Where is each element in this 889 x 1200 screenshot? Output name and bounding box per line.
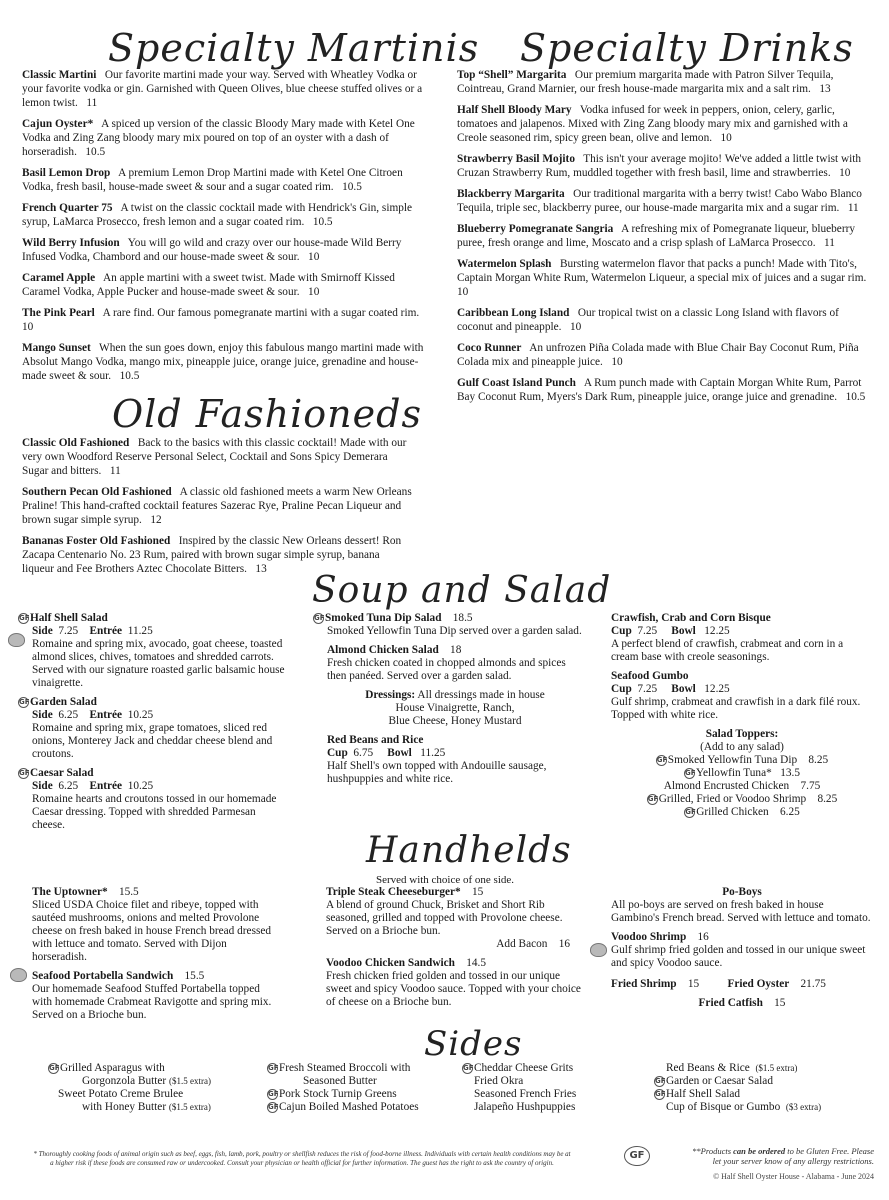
poboys bbox=[611, 886, 873, 1010]
cup-price: 7.25 bbox=[637, 683, 658, 695]
sides-col-2 bbox=[267, 1062, 467, 1114]
item-price: 13 bbox=[819, 83, 831, 95]
bowl-label: Bowl bbox=[387, 747, 412, 759]
side-item: Garden or Caesar Salad bbox=[666, 1075, 773, 1087]
side-label: Side bbox=[32, 780, 53, 792]
drinks-list bbox=[457, 68, 875, 411]
item-name: Southern Pecan Old Fashioned bbox=[22, 486, 172, 498]
drink-item bbox=[457, 341, 875, 369]
gf-icon: GF bbox=[656, 756, 668, 764]
item-price: 10 bbox=[611, 356, 623, 368]
item-desc: A perfect blend of crawfish, crabmeat and corn in a cream base with creole seasonings. bbox=[611, 638, 844, 663]
gf-icon: GF bbox=[49, 1064, 60, 1072]
item-price: 10 bbox=[457, 286, 469, 298]
martinis-title: Specialty Martinis bbox=[108, 26, 480, 70]
item-price: 10.5 bbox=[85, 146, 106, 158]
drink-item bbox=[457, 103, 875, 145]
item-desc: Fresh chicken coated in chopped almonds and spices then panéed. Served over a garden salad. bbox=[327, 657, 566, 682]
item-price: 11 bbox=[847, 202, 859, 214]
salad-item bbox=[18, 612, 288, 690]
entree-price: 11.25 bbox=[127, 625, 153, 637]
item-name: The Uptowner* bbox=[32, 886, 108, 898]
side-price: 6.25 bbox=[58, 709, 79, 721]
gf-icon: GF bbox=[19, 614, 30, 622]
item-desc: Romaine and spring mix, grape tomatoes, sliced red onions, Monterey Jack and cheddar cheese blend and croutons. bbox=[32, 722, 273, 760]
item-price: 11 bbox=[824, 237, 835, 249]
side-item: Seasoned Butter bbox=[303, 1075, 377, 1087]
salads-left bbox=[18, 612, 288, 838]
item-price: 15 bbox=[472, 886, 484, 898]
entree-price: 10.25 bbox=[127, 780, 154, 792]
item-desc: Gulf shrimp fried golden and tossed in our unique sweet and spicy Voodoo sauce. bbox=[611, 944, 866, 969]
cup-label: Cup bbox=[327, 747, 348, 759]
item-name: Almond Chicken Salad bbox=[327, 644, 439, 656]
side-item: Grilled Asparagus with bbox=[60, 1062, 165, 1074]
item-desc: Our traditional margarita with a berry twist! Cabo Wabo Blanco Tequila, triple sec, blackberry puree, our house-made margarita mix and a sugar rim. bbox=[457, 188, 862, 214]
item-name: Classic Old Fashioned bbox=[22, 437, 130, 449]
item-desc: Our tropical twist on a classic Long Island with flavors of coconut and pineapple. bbox=[457, 307, 839, 333]
handheld-item bbox=[326, 957, 586, 1009]
item-name: Watermelon Splash bbox=[457, 258, 552, 270]
item-name: Half Shell Salad bbox=[30, 612, 108, 624]
drink-item bbox=[457, 257, 875, 299]
handhelds-mid bbox=[326, 886, 586, 1015]
soup-item bbox=[611, 612, 873, 664]
drinks-title: Specialty Drinks bbox=[520, 26, 854, 70]
topper-name: Almond Encrusted Chicken bbox=[663, 780, 790, 792]
drink-item bbox=[457, 222, 875, 250]
cup-price: 6.75 bbox=[353, 747, 374, 759]
item-desc: A rare find. Our famous pomegranate martini with a sugar coated rim. bbox=[102, 307, 420, 319]
entree-label: Entrée bbox=[89, 625, 123, 637]
item-price: 11 bbox=[86, 97, 98, 109]
fried-oyster-price: 21.75 bbox=[800, 978, 826, 990]
item-desc: Fresh chicken fried golden and tossed in our unique sweet and spicy Voodoo sauce. Topped with your choice of cheese on a Brioche bun. bbox=[326, 970, 581, 1008]
martini-item bbox=[22, 201, 434, 229]
side-item: Sweet Potato Creme Brulee bbox=[58, 1088, 184, 1100]
item-price: 14.5 bbox=[466, 957, 486, 969]
poboys-title: Po-Boys bbox=[722, 886, 762, 898]
item-desc: An unfrozen Piña Colada made with Blue Chair Bay Coconut Rum, Piña Colada mix and pineapple juice. bbox=[457, 342, 859, 368]
item-price: 10 bbox=[308, 251, 320, 263]
topper-item bbox=[611, 780, 873, 793]
dressings-line: House Vinaigrette, Ranch, bbox=[395, 702, 515, 714]
item-name: Caribbean Long Island bbox=[457, 307, 570, 319]
item-price: 12 bbox=[150, 514, 162, 526]
martini-item bbox=[22, 117, 434, 159]
item-name: Garden Salad bbox=[30, 696, 97, 708]
gf-icon: GF bbox=[268, 1090, 279, 1098]
side-item: with Honey Butter bbox=[82, 1101, 167, 1113]
item-price: 10 bbox=[839, 167, 851, 179]
gf-note-emph: can be ordered bbox=[733, 1146, 786, 1156]
entree-label: Entrée bbox=[89, 709, 123, 721]
poboy-fried-row bbox=[611, 978, 873, 991]
item-price: 15.5 bbox=[118, 886, 139, 898]
item-price: 10.5 bbox=[342, 181, 362, 193]
side-item: Jalapeño Hushpuppies bbox=[474, 1101, 576, 1113]
bowl-label: Bowl bbox=[671, 625, 696, 637]
item-desc: A twist on the classic cocktail made with Hendrick's Gin, simple syrup, LaMarca Prosecco, fresh lemon and a sugar coated rim. bbox=[22, 202, 413, 228]
item-desc: When the sun goes down, enjoy this fabulous mango martini made with Absolut Mango Vodka, mango mix, pineapple juice, orange juice, grenadine and house-made sweet & sour. bbox=[22, 342, 424, 382]
item-name: Red Beans and Rice bbox=[327, 734, 424, 746]
item-name: Half Shell Bloody Mary bbox=[457, 104, 572, 116]
soup-item bbox=[611, 670, 873, 722]
handheld-item bbox=[32, 886, 282, 964]
martini-item bbox=[22, 271, 434, 299]
drink-item bbox=[457, 68, 875, 96]
item-price: 18.5 bbox=[452, 612, 473, 624]
copyright: © Half Shell Oyster House - Alabama - June 2024 bbox=[713, 1172, 874, 1181]
item-desc: A refreshing mix of Pomegranate liqueur, blueberry puree, fresh orange and lime, Moscato and a crisp splash of LaMarca Prosecco. bbox=[457, 223, 855, 249]
salad-item bbox=[313, 612, 583, 638]
salad-item bbox=[18, 767, 288, 832]
item-price: 18 bbox=[450, 644, 462, 656]
item-name: Wild Berry Infusion bbox=[22, 237, 120, 249]
side-item: Cup of Bisque or Gumbo bbox=[666, 1101, 781, 1113]
gf-icon: GF bbox=[19, 698, 30, 706]
item-name: Cajun Oyster* bbox=[22, 118, 94, 130]
dressings-label: Dressings: bbox=[365, 689, 416, 701]
gf-note-text: **Products bbox=[692, 1146, 732, 1156]
item-name: Voodoo Shrimp bbox=[611, 931, 687, 943]
item-desc: Our homemade Seafood Stuffed Portabella topped with homemade Crabmeat Ravigotte and spring mix. Served on a Brioche bun. bbox=[32, 983, 272, 1021]
gf-icon: GF bbox=[268, 1064, 279, 1072]
item-desc: You will go wild and crazy over our house-made Wild Berry Infused Vodka, Chambord and our house-made sweet & sour. bbox=[22, 237, 402, 263]
dressings-note bbox=[313, 689, 583, 728]
old-fashioneds-list bbox=[22, 436, 412, 583]
sides-col-1 bbox=[48, 1062, 258, 1114]
item-name: Smoked Tuna Dip Salad bbox=[325, 612, 442, 624]
item-price: 15.5 bbox=[184, 970, 205, 982]
gf-icon: GF bbox=[655, 1090, 666, 1098]
topper-name: Yellowfin Tuna* bbox=[695, 767, 772, 779]
side-label: Side bbox=[32, 625, 53, 637]
item-desc: A spiced up version of the classic Bloody Mary made with Ketel One Vodka and Zing Zang bloody mary mix poured on top of an oyster with a dash of horseradish. bbox=[22, 118, 415, 158]
martini-item bbox=[22, 236, 434, 264]
topper-name: Grilled, Fried or Voodoo Shrimp bbox=[658, 793, 807, 805]
handhelds-subtitle: Served with choice of one side. bbox=[375, 874, 515, 886]
gf-badge-label: GF bbox=[629, 1150, 645, 1161]
gf-icon: GF bbox=[684, 769, 696, 777]
side-item: Fresh Steamed Broccoli with bbox=[279, 1062, 411, 1074]
item-price: 10 bbox=[569, 321, 582, 333]
item-name: The Pink Pearl bbox=[22, 307, 95, 319]
drink-item bbox=[457, 152, 875, 180]
oyster-shell-icon bbox=[10, 968, 27, 982]
topper-item bbox=[611, 806, 873, 819]
soups-right bbox=[611, 612, 873, 819]
soup-item bbox=[313, 734, 583, 786]
item-name: Seafood Gumbo bbox=[611, 670, 689, 682]
side-item: Cheddar Cheese Grits bbox=[474, 1062, 574, 1074]
shell-icon-voodoo bbox=[590, 942, 607, 960]
item-price: 10.5 bbox=[312, 216, 333, 228]
salad-item bbox=[313, 644, 583, 683]
handhelds-left bbox=[32, 886, 282, 1028]
old-fashioned-item bbox=[22, 485, 412, 527]
topper-price: 6.25 bbox=[780, 806, 800, 818]
item-desc: Gulf shrimp, crabmeat and crawfish in a dark filé roux. Topped with white rice. bbox=[611, 696, 861, 721]
side-extra: ($1.5 extra) bbox=[168, 1102, 211, 1112]
item-desc: A premium Lemon Drop Martini made with Ketel One Citroen Vodka, fresh basil, house-made sweet & sour and a sugar coated rim. bbox=[22, 167, 403, 193]
side-item: Red Beans & Rice bbox=[666, 1062, 750, 1074]
side-item: Gorgonzola Butter bbox=[82, 1075, 167, 1087]
drink-item bbox=[457, 306, 875, 334]
handheld-item bbox=[326, 886, 586, 951]
item-desc: Our premium margarita made with Patron Silver Tequila, Cointreau, Grand Marnier, our fresh house-made margarita mix and a salt rim. bbox=[457, 69, 834, 95]
side-label: Side bbox=[32, 709, 53, 721]
fried-catfish-name: Fried Catfish bbox=[698, 997, 763, 1009]
martini-item bbox=[22, 306, 434, 334]
bowl-label: Bowl bbox=[671, 683, 696, 695]
fried-shrimp-name: Fried Shrimp bbox=[611, 978, 677, 990]
item-desc: Vodka infused for week in peppers, onion, celery, garlic, tomatoes and jalapenos. Mixed with Zing Zang bloody mary mix and garnished with a Creole seasoned rim, spicy green bean, olive and lemon. bbox=[457, 104, 848, 144]
addon-label: Add Bacon bbox=[496, 938, 548, 950]
salad-toppers bbox=[611, 728, 873, 819]
gf-icon: GF bbox=[647, 795, 659, 803]
item-desc: An apple martini with a sweet twist. Made with Smirnoff Kissed Caramel Vodka, Apple Pucker and house-made sweet & sour. bbox=[22, 272, 395, 298]
old-fashioneds-title: Old Fashioneds bbox=[112, 392, 422, 436]
topper-price: 8.25 bbox=[817, 793, 838, 805]
side-price: 7.25 bbox=[58, 625, 79, 637]
toppers-title: Salad Toppers: bbox=[705, 728, 779, 740]
martini-item bbox=[22, 166, 434, 194]
gf-icon: GF bbox=[314, 614, 325, 622]
item-desc: Smoked Yellowfin Tuna Dip served over a garden salad. bbox=[327, 625, 582, 637]
salads-mid bbox=[313, 612, 583, 792]
soup-salad-title: Soup and Salad bbox=[312, 570, 612, 611]
item-name: Top “Shell” Margarita bbox=[457, 69, 567, 81]
sides-title: Sides bbox=[424, 1024, 523, 1064]
fried-shrimp-price: 15 bbox=[687, 978, 700, 990]
salad-item bbox=[18, 696, 288, 761]
old-fashioned-item bbox=[22, 436, 412, 478]
gf-icon: GF bbox=[268, 1103, 279, 1111]
footer-disclaimer: * Thoroughly cooking foods of animal origin such as beef, eggs, fish, lamb, pork, poultry or shellfish reduces the risk of food-borne illness. Individuals with certain health conditions may be at a higher risk if these foods are consumed raw or undercooked. Consult your physician or health official for further information. The guest has the right to ask the country of origin. bbox=[33, 1150, 571, 1167]
item-desc: Inspired by the classic New Orleans dessert! Ron Zacapa Centenario No. 23 Rum, paired with brown sugar simple syrup, banana liqueur and Fee Brothers Aztec Chocolate Bitters. bbox=[22, 535, 402, 575]
shell-icon-portabella bbox=[10, 967, 27, 985]
item-desc: A Rum punch made with Captain Morgan White Rum, Parrot Bay Coconut Rum, Myers's Dark Rum, pineapple juice, orange juice and grenadine. bbox=[457, 377, 862, 403]
martini-item bbox=[22, 341, 434, 383]
sides-col-4 bbox=[654, 1062, 874, 1114]
item-name: Caramel Apple bbox=[22, 272, 96, 284]
item-price: 10 bbox=[308, 286, 320, 298]
item-price: 10.5 bbox=[845, 391, 866, 403]
item-name: Gulf Coast Island Punch bbox=[457, 377, 576, 389]
poboys-desc: All po-boys are served on fresh baked in house Gambino's French bread. Served with lettuce and tomato. bbox=[611, 899, 871, 924]
side-item: Fried Okra bbox=[474, 1075, 524, 1087]
item-desc: Romaine and spring mix, avocado, goat cheese, toasted almond slices, chives, tomatoes and shredded carrots. Served with our signature roasted garlic balsamic house vinaigrette. bbox=[32, 638, 285, 689]
bowl-price: 11.25 bbox=[420, 747, 446, 759]
item-name: Bananas Foster Old Fashioned bbox=[22, 535, 171, 547]
side-extra: ($1.5 extra) bbox=[169, 1076, 211, 1086]
topper-price: 8.25 bbox=[808, 754, 829, 766]
gf-icon: GF bbox=[685, 808, 696, 816]
entree-price: 10.25 bbox=[127, 709, 154, 721]
item-name: Blackberry Margarita bbox=[457, 188, 565, 200]
item-price: 13 bbox=[255, 563, 267, 575]
item-price: 10.5 bbox=[119, 370, 140, 382]
drink-item bbox=[457, 187, 875, 215]
toppers-subtitle: (Add to any salad) bbox=[700, 741, 784, 753]
side-extra: ($1.5 extra) bbox=[755, 1063, 798, 1073]
topper-item bbox=[611, 767, 873, 780]
item-price: 10 bbox=[720, 132, 732, 144]
item-price: 16 bbox=[697, 931, 709, 943]
gf-icon: GF bbox=[463, 1064, 474, 1072]
oyster-shell-icon bbox=[590, 943, 607, 957]
item-name: Strawberry Basil Mojito bbox=[457, 153, 575, 165]
cup-label: Cup bbox=[611, 683, 632, 695]
item-name: Basil Lemon Drop bbox=[22, 167, 111, 179]
item-name: Coco Runner bbox=[457, 342, 522, 354]
item-desc: Bursting watermelon flavor that packs a punch! Made with Tito's, Captain Morgan White Rum, Watermelon Liqueur, a special mix of juices and a sugar rim. bbox=[457, 258, 867, 284]
handheld-item bbox=[32, 970, 282, 1022]
item-price: 10 bbox=[22, 321, 34, 333]
item-desc: Our favorite martini made your way. Served with Wheatley Vodka or your favorite vodka or gin. Garnished with Queen Olives, blue cheese stuffed olives or a lemon twist. bbox=[22, 69, 423, 109]
side-item: Seasoned French Fries bbox=[474, 1088, 577, 1100]
side-price: 6.25 bbox=[58, 780, 79, 792]
topper-price: 7.75 bbox=[800, 780, 821, 792]
side-item: Pork Stock Turnip Greens bbox=[279, 1088, 397, 1100]
bowl-price: 12.25 bbox=[704, 625, 730, 637]
side-item: Cajun Boiled Mashed Potatoes bbox=[279, 1101, 419, 1113]
item-desc: A classic old fashioned meets a warm New Orleans Praline! This hand-crafted cocktail features Sazerac Rye, Praline Pecan Liqueur and brown sugar simple syrup. bbox=[22, 486, 412, 526]
topper-item bbox=[611, 793, 873, 806]
gf-note-text: to be Gluten Free. Please bbox=[787, 1146, 874, 1156]
item-desc: Back to the basics with this classic cocktail! Made with our very own Woodford Reserve Personal Select, Cocktail and Sons Spicy Demerara Sugar and bitters. bbox=[22, 437, 407, 477]
dressings-text: All dressings made in house bbox=[417, 689, 545, 701]
dressings-line: Blue Cheese, Honey Mustard bbox=[388, 715, 522, 727]
item-name: Classic Martini bbox=[22, 69, 97, 81]
item-name: Voodoo Chicken Sandwich bbox=[326, 957, 455, 969]
handhelds-title: Handhelds bbox=[366, 830, 572, 871]
topper-name: Smoked Yellowfin Tuna Dip bbox=[667, 754, 798, 766]
item-desc: Sliced USDA Choice filet and ribeye, topped with sautéed mushrooms, onions and melted Provolone cheese on fresh baked in house French bread dressed with lettuce and tomato. Served with Dijon horseradish. bbox=[32, 899, 272, 963]
item-desc: A blend of ground Chuck, Brisket and Short Rib seasoned, grilled and topped with Provolone cheese. Served on a Brioche bun. bbox=[326, 899, 563, 937]
item-name: Seafood Portabella Sandwich bbox=[32, 970, 174, 982]
poboy-item bbox=[611, 931, 873, 970]
topper-name: Grilled Chicken bbox=[696, 806, 769, 818]
cup-label: Cup bbox=[611, 625, 632, 637]
fried-oyster-name: Fried Oyster bbox=[727, 978, 790, 990]
item-desc: Romaine hearts and croutons tossed in our homemade Caesar dressing. Topped with shredded Parmesan cheese. bbox=[32, 793, 277, 831]
gf-icon: GF bbox=[19, 769, 30, 777]
item-name: Triple Steak Cheeseburger* bbox=[326, 886, 461, 898]
topper-item bbox=[611, 754, 873, 767]
side-item: Half Shell Salad bbox=[666, 1088, 741, 1100]
old-fashioned-item bbox=[22, 534, 412, 576]
drink-item bbox=[457, 376, 875, 404]
item-desc: This isn't your average mojito! We've added a little twist with Cruzan Strawberry Rum, muddled together with fresh basil, lime and strawberries. bbox=[457, 153, 862, 179]
entree-label: Entrée bbox=[89, 780, 123, 792]
gf-icon: GF bbox=[655, 1077, 666, 1085]
item-price: 11 bbox=[109, 465, 121, 477]
item-name: French Quarter 75 bbox=[22, 202, 113, 214]
item-name: Blueberry Pomegranate Sangria bbox=[457, 223, 614, 235]
gf-badge bbox=[624, 1146, 650, 1166]
fried-catfish-price: 15 bbox=[774, 997, 786, 1009]
cup-price: 7.25 bbox=[637, 625, 658, 637]
addon-price: 16 bbox=[558, 938, 570, 950]
sides-col-3 bbox=[462, 1062, 632, 1114]
gf-note bbox=[652, 1146, 874, 1166]
topper-price: 13.5 bbox=[780, 767, 801, 779]
item-name: Caesar Salad bbox=[30, 767, 94, 779]
bowl-price: 12.25 bbox=[704, 683, 730, 695]
side-extra: ($3 extra) bbox=[785, 1102, 822, 1112]
item-name: Mango Sunset bbox=[22, 342, 91, 354]
gf-note-text: let your server know of any allergy restrictions. bbox=[712, 1156, 874, 1166]
martinis-list bbox=[22, 68, 434, 390]
item-name: Crawfish, Crab and Corn Bisque bbox=[611, 612, 771, 624]
poboy-catfish-row bbox=[611, 997, 873, 1010]
martini-item bbox=[22, 68, 434, 110]
item-desc: Half Shell's own topped with Andouille sausage, hushpuppies and white rice. bbox=[327, 760, 547, 785]
